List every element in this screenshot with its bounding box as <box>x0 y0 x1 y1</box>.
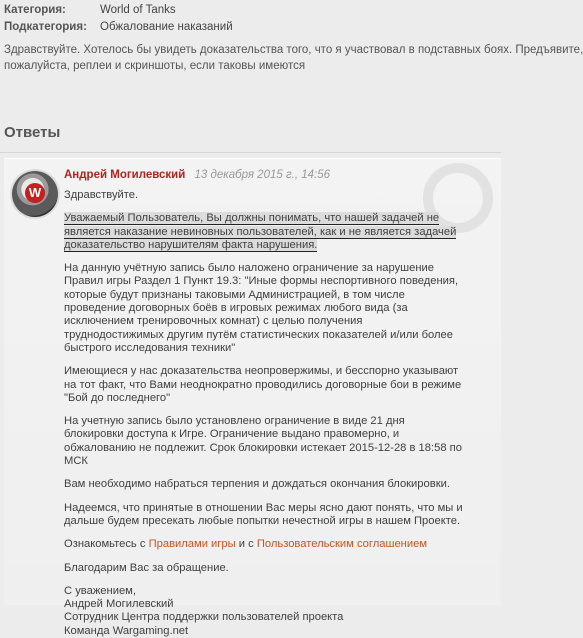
paragraph-patience: Вам необходимо набраться терпения и дождаться окончания блокировки. <box>64 478 450 491</box>
paragraph-evidence: Имеющиеся у нас доказательства неопровержимы, и бесспорно указывают на тот факт, что Вами неоднократно проводились договорные бои в режиме "Бой до последнего" <box>64 365 462 404</box>
answers-heading: Ответы <box>4 124 61 141</box>
links-mid: и с <box>235 538 257 551</box>
ticket-meta <box>4 2 233 36</box>
links-prefix: Ознакомьтесь с <box>64 538 149 551</box>
subcategory-row <box>4 19 233 36</box>
subcategory-label: Подкатегория: <box>4 21 87 33</box>
paragraph-rules: На данную учётную запись было наложено ограничение за нарушение Правил игры Раздел 1 Пункт 19.3: "Иные формы неспортивного поведения, которые будут признаны таковыми Администрацией, в том числе проведение договорных боёв в игровых режимах любого вида (за исключением тренировочных комнат) с целью получения труднодостижимых другим путём статистических показателей и/или более быстрого исследования техники" <box>64 262 459 354</box>
rules-link[interactable]: Правилами игры <box>148 538 236 551</box>
category-row <box>4 2 233 19</box>
subcategory-value: Обжалование наказаний <box>100 21 233 33</box>
author-name[interactable]: Андрей Могилевский <box>64 169 186 181</box>
signature-line-1: С уважением, <box>64 584 136 597</box>
signature-line-2: Андрей Могилевский <box>64 598 174 611</box>
question-text <box>4 42 583 74</box>
answer-body <box>64 189 464 638</box>
paragraph-highlighted <box>64 212 464 252</box>
answer-card <box>4 158 501 637</box>
signature <box>64 585 464 638</box>
greeting: Здравствуйте. <box>64 189 139 201</box>
category-value: World of Tanks <box>100 4 176 16</box>
question-line-1: Здравствуйте. Хотелось бы увидеть доказательства того, что я участвовал в подставных боях. Предъявите, <box>4 44 583 56</box>
paragraph-restriction: На учетную запись было установлено ограничение в виде 21 дня блокировки доступа к Игре. Ограничение выдано правомерно, и обжалованию не подлежит. Срок блокировки истекает 2015-12-28 в 18:58 по МСК <box>64 415 462 468</box>
highlighted-text: Уважаемый Пользователь, Вы должны понимать, что нашей задачей не является наказание невиновных пользователей, как и не является задачей доказательство нарушителям факта нарушения. <box>64 212 457 251</box>
signature-line-3: Сотрудник Центра поддержки пользователей проекта <box>64 611 344 624</box>
wg-logo-icon: W <box>25 183 45 203</box>
avatar <box>12 171 58 217</box>
thanks-text: Благодарим Вас за обращение. <box>64 561 229 574</box>
answer-date: 13 декабря 2015 г., 14:56 <box>194 169 330 181</box>
user-agreement-link[interactable]: Пользовательским соглашением <box>256 538 428 551</box>
signature-line-4: Команда Wargaming.net <box>64 624 189 637</box>
paragraph-measures: Надеемся, что принятые в отношении Вас меры ясно дают понять, что мы и дальше будем пресекать любые попытки нечестной игры в нашем Проекте. <box>64 501 463 527</box>
category-label: Категория: <box>4 4 66 16</box>
paragraph-links <box>64 538 464 551</box>
question-line-2: пожалуйста, реплеи и скриншоты, если таковы имеются <box>4 60 306 72</box>
divider <box>0 152 501 153</box>
answer-header <box>64 169 330 181</box>
